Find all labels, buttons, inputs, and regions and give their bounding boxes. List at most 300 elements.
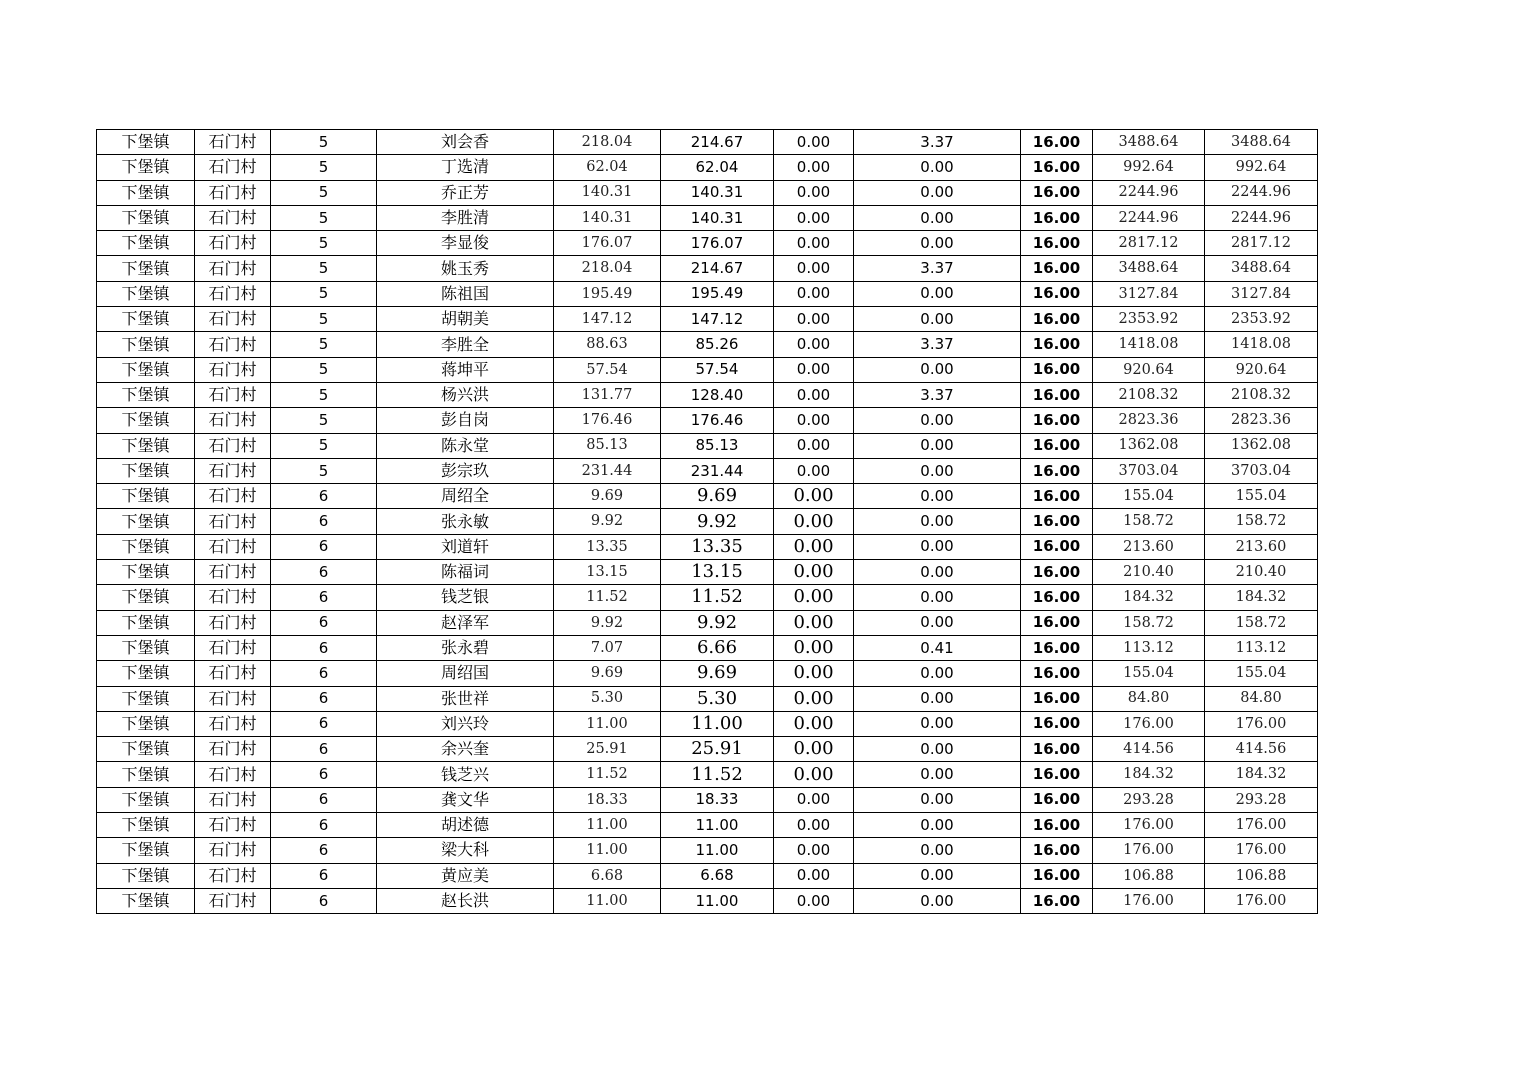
cell-area_c: 3.37 — [854, 130, 1021, 155]
cell-area_a: 5.30 — [661, 686, 774, 711]
cell-amount_2: 414.56 — [1205, 737, 1318, 762]
cell-village: 石门村 — [195, 787, 271, 812]
cell-village: 石门村 — [195, 433, 271, 458]
cell-area_total: 218.04 — [554, 130, 661, 155]
cell-group: 5 — [271, 281, 377, 306]
cell-name: 刘道轩 — [377, 534, 554, 559]
cell-area_total: 13.35 — [554, 534, 661, 559]
table-row — [97, 610, 1318, 635]
cell-area_c: 0.00 — [854, 534, 1021, 559]
cell-area_b: 0.00 — [774, 711, 854, 736]
cell-group: 5 — [271, 433, 377, 458]
cell-area_a: 176.07 — [661, 231, 774, 256]
table-row — [97, 281, 1318, 306]
cell-village: 石门村 — [195, 155, 271, 180]
cell-amount_1: 184.32 — [1093, 762, 1205, 787]
table-row — [97, 256, 1318, 281]
cell-area_a: 176.46 — [661, 408, 774, 433]
cell-area_b: 0.00 — [774, 762, 854, 787]
cell-amount_2: 992.64 — [1205, 155, 1318, 180]
cell-area_total: 176.07 — [554, 231, 661, 256]
cell-price: 16.00 — [1021, 130, 1093, 155]
cell-area_total: 147.12 — [554, 307, 661, 332]
cell-area_b: 0.00 — [774, 332, 854, 357]
cell-amount_1: 2108.32 — [1093, 382, 1205, 407]
cell-price: 16.00 — [1021, 838, 1093, 863]
cell-town: 下堡镇 — [97, 155, 195, 180]
data-table — [96, 129, 1318, 914]
cell-area_c: 0.00 — [854, 863, 1021, 888]
cell-area_a: 85.13 — [661, 433, 774, 458]
table-row — [97, 357, 1318, 382]
cell-price: 16.00 — [1021, 534, 1093, 559]
cell-amount_2: 176.00 — [1205, 838, 1318, 863]
cell-town: 下堡镇 — [97, 560, 195, 585]
cell-village: 石门村 — [195, 509, 271, 534]
cell-name: 张永碧 — [377, 635, 554, 660]
cell-village: 石门村 — [195, 813, 271, 838]
cell-town: 下堡镇 — [97, 357, 195, 382]
cell-area_b: 0.00 — [774, 661, 854, 686]
table-row — [97, 737, 1318, 762]
cell-area_c: 0.00 — [854, 205, 1021, 230]
cell-area_total: 11.00 — [554, 838, 661, 863]
cell-town: 下堡镇 — [97, 635, 195, 660]
cell-group: 6 — [271, 610, 377, 635]
cell-area_c: 3.37 — [854, 332, 1021, 357]
cell-area_total: 6.68 — [554, 863, 661, 888]
table-row — [97, 813, 1318, 838]
cell-amount_1: 210.40 — [1093, 560, 1205, 585]
cell-village: 石门村 — [195, 281, 271, 306]
cell-name: 杨兴洪 — [377, 382, 554, 407]
table-row — [97, 686, 1318, 711]
cell-area_total: 9.69 — [554, 661, 661, 686]
cell-group: 6 — [271, 534, 377, 559]
cell-area_b: 0.00 — [774, 888, 854, 913]
cell-amount_2: 2353.92 — [1205, 307, 1318, 332]
cell-price: 16.00 — [1021, 585, 1093, 610]
cell-name: 姚玉秀 — [377, 256, 554, 281]
cell-amount_2: 106.88 — [1205, 863, 1318, 888]
cell-area_b: 0.00 — [774, 787, 854, 812]
cell-name: 陈福词 — [377, 560, 554, 585]
table-row — [97, 205, 1318, 230]
cell-amount_2: 2244.96 — [1205, 205, 1318, 230]
cell-area_c: 3.37 — [854, 256, 1021, 281]
cell-amount_1: 155.04 — [1093, 484, 1205, 509]
cell-amount_2: 155.04 — [1205, 484, 1318, 509]
cell-amount_1: 176.00 — [1093, 711, 1205, 736]
cell-group: 5 — [271, 307, 377, 332]
cell-area_a: 13.35 — [661, 534, 774, 559]
cell-amount_1: 2353.92 — [1093, 307, 1205, 332]
table-row — [97, 762, 1318, 787]
cell-area_c: 0.00 — [854, 281, 1021, 306]
cell-group: 5 — [271, 357, 377, 382]
cell-price: 16.00 — [1021, 307, 1093, 332]
cell-name: 李显俊 — [377, 231, 554, 256]
cell-amount_1: 920.64 — [1093, 357, 1205, 382]
cell-amount_2: 1362.08 — [1205, 433, 1318, 458]
cell-area_a: 11.00 — [661, 838, 774, 863]
cell-amount_2: 176.00 — [1205, 888, 1318, 913]
cell-town: 下堡镇 — [97, 180, 195, 205]
cell-amount_2: 158.72 — [1205, 610, 1318, 635]
table-row — [97, 509, 1318, 534]
cell-town: 下堡镇 — [97, 737, 195, 762]
cell-area_b: 0.00 — [774, 838, 854, 863]
cell-area_a: 9.92 — [661, 610, 774, 635]
cell-area_b: 0.00 — [774, 205, 854, 230]
cell-amount_1: 2823.36 — [1093, 408, 1205, 433]
cell-price: 16.00 — [1021, 408, 1093, 433]
cell-town: 下堡镇 — [97, 130, 195, 155]
cell-amount_2: 84.80 — [1205, 686, 1318, 711]
cell-amount_1: 293.28 — [1093, 787, 1205, 812]
cell-area_b: 0.00 — [774, 281, 854, 306]
cell-name: 余兴奎 — [377, 737, 554, 762]
cell-area_c: 0.00 — [854, 357, 1021, 382]
table-row — [97, 307, 1318, 332]
cell-name: 蒋坤平 — [377, 357, 554, 382]
cell-area_a: 6.66 — [661, 635, 774, 660]
cell-price: 16.00 — [1021, 433, 1093, 458]
cell-area_a: 11.52 — [661, 585, 774, 610]
cell-village: 石门村 — [195, 231, 271, 256]
cell-area_b: 0.00 — [774, 534, 854, 559]
cell-area_total: 131.77 — [554, 382, 661, 407]
cell-town: 下堡镇 — [97, 888, 195, 913]
cell-price: 16.00 — [1021, 787, 1093, 812]
cell-town: 下堡镇 — [97, 610, 195, 635]
cell-town: 下堡镇 — [97, 281, 195, 306]
cell-group: 6 — [271, 484, 377, 509]
cell-area_c: 0.00 — [854, 711, 1021, 736]
cell-town: 下堡镇 — [97, 534, 195, 559]
cell-name: 张世祥 — [377, 686, 554, 711]
cell-village: 石门村 — [195, 838, 271, 863]
cell-area_b: 0.00 — [774, 863, 854, 888]
table-row — [97, 534, 1318, 559]
cell-name: 周绍国 — [377, 661, 554, 686]
cell-area_total: 11.00 — [554, 888, 661, 913]
cell-group: 5 — [271, 256, 377, 281]
cell-amount_1: 106.88 — [1093, 863, 1205, 888]
cell-area_a: 57.54 — [661, 357, 774, 382]
cell-amount_2: 2817.12 — [1205, 231, 1318, 256]
cell-area_c: 0.41 — [854, 635, 1021, 660]
cell-area_c: 0.00 — [854, 661, 1021, 686]
cell-area_b: 0.00 — [774, 180, 854, 205]
cell-town: 下堡镇 — [97, 813, 195, 838]
table-row — [97, 332, 1318, 357]
cell-area_b: 0.00 — [774, 560, 854, 585]
cell-price: 16.00 — [1021, 256, 1093, 281]
cell-price: 16.00 — [1021, 332, 1093, 357]
cell-town: 下堡镇 — [97, 484, 195, 509]
cell-area_c: 0.00 — [854, 458, 1021, 483]
cell-amount_1: 1362.08 — [1093, 433, 1205, 458]
cell-name: 彭自岗 — [377, 408, 554, 433]
cell-village: 石门村 — [195, 408, 271, 433]
cell-village: 石门村 — [195, 863, 271, 888]
cell-village: 石门村 — [195, 686, 271, 711]
cell-village: 石门村 — [195, 888, 271, 913]
cell-area_a: 128.40 — [661, 382, 774, 407]
cell-name: 李胜清 — [377, 205, 554, 230]
cell-name: 刘会香 — [377, 130, 554, 155]
cell-area_c: 3.37 — [854, 382, 1021, 407]
cell-area_a: 195.49 — [661, 281, 774, 306]
cell-amount_1: 84.80 — [1093, 686, 1205, 711]
cell-name: 周绍全 — [377, 484, 554, 509]
cell-area_a: 11.00 — [661, 888, 774, 913]
cell-amount_1: 158.72 — [1093, 610, 1205, 635]
cell-area_a: 214.67 — [661, 256, 774, 281]
cell-village: 石门村 — [195, 332, 271, 357]
cell-village: 石门村 — [195, 560, 271, 585]
cell-group: 5 — [271, 332, 377, 357]
cell-group: 6 — [271, 787, 377, 812]
cell-name: 张永敏 — [377, 509, 554, 534]
table-row — [97, 130, 1318, 155]
cell-price: 16.00 — [1021, 762, 1093, 787]
cell-area_total: 57.54 — [554, 357, 661, 382]
cell-amount_1: 3127.84 — [1093, 281, 1205, 306]
cell-amount_2: 3127.84 — [1205, 281, 1318, 306]
cell-price: 16.00 — [1021, 813, 1093, 838]
cell-area_a: 9.69 — [661, 661, 774, 686]
table-row — [97, 458, 1318, 483]
cell-amount_2: 184.32 — [1205, 585, 1318, 610]
cell-area_c: 0.00 — [854, 408, 1021, 433]
cell-area_b: 0.00 — [774, 813, 854, 838]
cell-area_a: 140.31 — [661, 205, 774, 230]
cell-amount_1: 155.04 — [1093, 661, 1205, 686]
cell-amount_2: 213.60 — [1205, 534, 1318, 559]
cell-town: 下堡镇 — [97, 307, 195, 332]
cell-area_total: 9.69 — [554, 484, 661, 509]
cell-name: 钱芝银 — [377, 585, 554, 610]
cell-area_a: 214.67 — [661, 130, 774, 155]
cell-area_b: 0.00 — [774, 382, 854, 407]
cell-amount_2: 920.64 — [1205, 357, 1318, 382]
cell-area_total: 11.00 — [554, 711, 661, 736]
cell-price: 16.00 — [1021, 155, 1093, 180]
cell-amount_1: 3488.64 — [1093, 130, 1205, 155]
cell-amount_1: 176.00 — [1093, 888, 1205, 913]
cell-amount_2: 176.00 — [1205, 813, 1318, 838]
cell-area_total: 195.49 — [554, 281, 661, 306]
cell-name: 胡述德 — [377, 813, 554, 838]
cell-amount_2: 293.28 — [1205, 787, 1318, 812]
cell-name: 刘兴玲 — [377, 711, 554, 736]
cell-price: 16.00 — [1021, 509, 1093, 534]
table-row — [97, 661, 1318, 686]
cell-area_a: 9.69 — [661, 484, 774, 509]
cell-area_c: 0.00 — [854, 813, 1021, 838]
cell-group: 6 — [271, 585, 377, 610]
cell-price: 16.00 — [1021, 863, 1093, 888]
cell-amount_2: 3488.64 — [1205, 130, 1318, 155]
cell-village: 石门村 — [195, 130, 271, 155]
cell-area_c: 0.00 — [854, 762, 1021, 787]
cell-area_a: 13.15 — [661, 560, 774, 585]
cell-area_a: 25.91 — [661, 737, 774, 762]
cell-amount_2: 155.04 — [1205, 661, 1318, 686]
cell-village: 石门村 — [195, 534, 271, 559]
cell-area_c: 0.00 — [854, 737, 1021, 762]
cell-price: 16.00 — [1021, 458, 1093, 483]
cell-price: 16.00 — [1021, 281, 1093, 306]
cell-group: 5 — [271, 205, 377, 230]
cell-village: 石门村 — [195, 737, 271, 762]
cell-area_a: 11.52 — [661, 762, 774, 787]
cell-amount_2: 113.12 — [1205, 635, 1318, 660]
cell-area_total: 85.13 — [554, 433, 661, 458]
cell-area_c: 0.00 — [854, 509, 1021, 534]
cell-area_b: 0.00 — [774, 737, 854, 762]
cell-area_a: 147.12 — [661, 307, 774, 332]
cell-group: 5 — [271, 130, 377, 155]
cell-amount_1: 414.56 — [1093, 737, 1205, 762]
cell-area_c: 0.00 — [854, 433, 1021, 458]
cell-area_c: 0.00 — [854, 180, 1021, 205]
cell-town: 下堡镇 — [97, 686, 195, 711]
cell-amount_2: 2108.32 — [1205, 382, 1318, 407]
cell-name: 赵泽军 — [377, 610, 554, 635]
table-row — [97, 408, 1318, 433]
cell-area_total: 218.04 — [554, 256, 661, 281]
cell-group: 5 — [271, 231, 377, 256]
cell-area_a: 85.26 — [661, 332, 774, 357]
cell-group: 6 — [271, 635, 377, 660]
cell-area_total: 9.92 — [554, 610, 661, 635]
cell-group: 6 — [271, 813, 377, 838]
cell-name: 丁选清 — [377, 155, 554, 180]
cell-area_c: 0.00 — [854, 585, 1021, 610]
cell-area_a: 18.33 — [661, 787, 774, 812]
cell-amount_2: 1418.08 — [1205, 332, 1318, 357]
cell-area_c: 0.00 — [854, 888, 1021, 913]
cell-amount_2: 210.40 — [1205, 560, 1318, 585]
cell-area_b: 0.00 — [774, 256, 854, 281]
cell-area_c: 0.00 — [854, 231, 1021, 256]
cell-area_total: 5.30 — [554, 686, 661, 711]
cell-price: 16.00 — [1021, 686, 1093, 711]
cell-group: 6 — [271, 762, 377, 787]
cell-town: 下堡镇 — [97, 787, 195, 812]
cell-area_c: 0.00 — [854, 838, 1021, 863]
cell-name: 陈祖国 — [377, 281, 554, 306]
cell-amount_2: 176.00 — [1205, 711, 1318, 736]
cell-area_c: 0.00 — [854, 787, 1021, 812]
cell-amount_1: 2244.96 — [1093, 180, 1205, 205]
cell-group: 5 — [271, 408, 377, 433]
cell-group: 5 — [271, 180, 377, 205]
cell-amount_2: 3488.64 — [1205, 256, 1318, 281]
cell-area_total: 62.04 — [554, 155, 661, 180]
cell-price: 16.00 — [1021, 484, 1093, 509]
cell-area_total: 11.52 — [554, 585, 661, 610]
cell-price: 16.00 — [1021, 711, 1093, 736]
cell-name: 陈永堂 — [377, 433, 554, 458]
cell-area_c: 0.00 — [854, 307, 1021, 332]
cell-area_b: 0.00 — [774, 231, 854, 256]
table-row — [97, 838, 1318, 863]
table-row — [97, 180, 1318, 205]
cell-amount_1: 176.00 — [1093, 838, 1205, 863]
cell-price: 16.00 — [1021, 635, 1093, 660]
cell-amount_1: 176.00 — [1093, 813, 1205, 838]
cell-name: 梁大科 — [377, 838, 554, 863]
cell-group: 6 — [271, 888, 377, 913]
cell-price: 16.00 — [1021, 661, 1093, 686]
cell-area_b: 0.00 — [774, 585, 854, 610]
cell-town: 下堡镇 — [97, 762, 195, 787]
cell-area_b: 0.00 — [774, 433, 854, 458]
cell-area_a: 231.44 — [661, 458, 774, 483]
cell-area_total: 9.92 — [554, 509, 661, 534]
cell-area_b: 0.00 — [774, 686, 854, 711]
cell-area_total: 7.07 — [554, 635, 661, 660]
table-row — [97, 231, 1318, 256]
cell-area_c: 0.00 — [854, 610, 1021, 635]
cell-amount_1: 1418.08 — [1093, 332, 1205, 357]
cell-area_c: 0.00 — [854, 155, 1021, 180]
cell-village: 石门村 — [195, 484, 271, 509]
cell-area_total: 140.31 — [554, 180, 661, 205]
table-row — [97, 711, 1318, 736]
cell-area_total: 88.63 — [554, 332, 661, 357]
cell-amount_2: 2244.96 — [1205, 180, 1318, 205]
cell-village: 石门村 — [195, 205, 271, 230]
cell-area_a: 62.04 — [661, 155, 774, 180]
cell-village: 石门村 — [195, 585, 271, 610]
table-row — [97, 863, 1318, 888]
cell-village: 石门村 — [195, 180, 271, 205]
table-row — [97, 560, 1318, 585]
cell-area_a: 140.31 — [661, 180, 774, 205]
cell-area_b: 0.00 — [774, 610, 854, 635]
cell-amount_2: 158.72 — [1205, 509, 1318, 534]
cell-amount_1: 158.72 — [1093, 509, 1205, 534]
cell-name: 龚文华 — [377, 787, 554, 812]
cell-village: 石门村 — [195, 357, 271, 382]
cell-village: 石门村 — [195, 635, 271, 660]
cell-area_a: 6.68 — [661, 863, 774, 888]
cell-group: 6 — [271, 711, 377, 736]
table-row — [97, 888, 1318, 913]
cell-price: 16.00 — [1021, 180, 1093, 205]
cell-group: 6 — [271, 737, 377, 762]
cell-group: 5 — [271, 155, 377, 180]
table-row — [97, 382, 1318, 407]
cell-area_b: 0.00 — [774, 408, 854, 433]
cell-amount_1: 2244.96 — [1093, 205, 1205, 230]
cell-amount_1: 3703.04 — [1093, 458, 1205, 483]
cell-group: 5 — [271, 458, 377, 483]
cell-area_total: 11.00 — [554, 813, 661, 838]
cell-town: 下堡镇 — [97, 382, 195, 407]
cell-area_b: 0.00 — [774, 484, 854, 509]
cell-amount_1: 3488.64 — [1093, 256, 1205, 281]
cell-area_b: 0.00 — [774, 307, 854, 332]
cell-amount_1: 2817.12 — [1093, 231, 1205, 256]
cell-amount_2: 184.32 — [1205, 762, 1318, 787]
cell-village: 石门村 — [195, 661, 271, 686]
